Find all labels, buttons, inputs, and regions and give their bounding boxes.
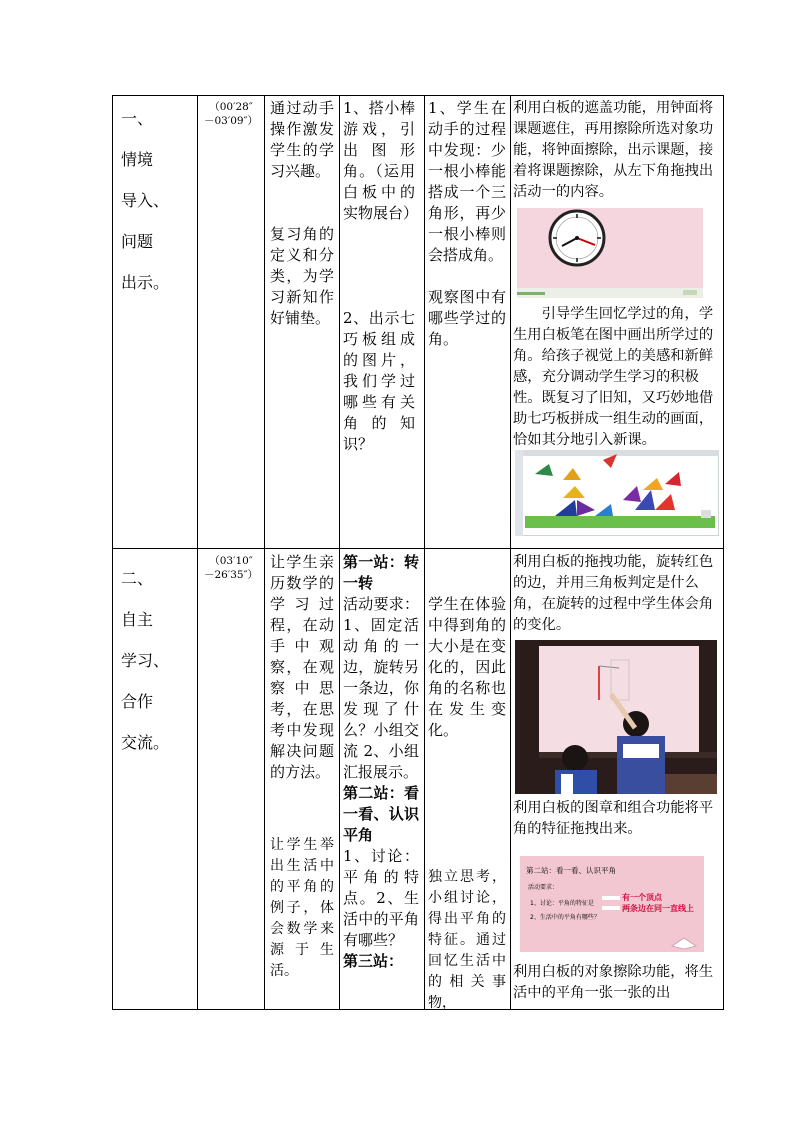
slide-item: 1、讨论：平角的特征是 (530, 900, 594, 907)
slide-item: 2、生活中的平角有哪些？ (530, 914, 600, 921)
teacher-cell (343, 552, 419, 972)
station-title: 第一站：转一转 (343, 553, 419, 592)
time-end: －26′35″） (203, 569, 259, 581)
student-activity: 学生在体验中得到角的大小是在变化的，因此角的名称也在发生变化。 (428, 595, 506, 739)
station-body: 活动要求：1、固定活动角的一边，旋转另一条边，你发现了什么？小组交流 2、小组汇报展示。 (343, 595, 419, 781)
time-end: －03′09″） (203, 115, 259, 127)
row-divider (113, 548, 723, 549)
station-title: 第三站： (343, 952, 404, 970)
design-text: 利用白板的对象擦除功能，将生活中的平角一张一张的出 (513, 964, 714, 1001)
col-divider (510, 96, 511, 1009)
col-divider (424, 96, 425, 1009)
student-activity: 独立思考，小组讨论，得出平角的特征。通过回忆生活中的相关事物， (428, 869, 506, 1011)
design-cell (513, 98, 721, 448)
slide-bar (602, 896, 620, 900)
design-cell (513, 552, 721, 1001)
design-text: 利用白板的遮盖功能，用钟面将课题遮住，再用擦除所选对象功能，将钟面擦除，出示课题，接着将课题擦除，从左下角拖拽出活动一的内容。 (513, 100, 714, 200)
station-title: 第二站：看一看、认识平角 (343, 784, 419, 844)
goal-text: 复习角的定义和分类，为学习新知作好铺垫。 (270, 225, 334, 327)
student-cell (428, 98, 506, 350)
classroom-photo (515, 640, 717, 794)
clock-slide-image (517, 208, 703, 298)
student-activity: 1、学生在动手的过程中发现：少一根小棒能搭成一个三角形，再少一根小棒则会搭成角。 (428, 99, 506, 264)
slide-bar (602, 906, 620, 910)
time-start: （03′10″ (209, 555, 253, 567)
stage-cell (121, 568, 193, 773)
goal-text: 通过动手操作激发学生的学习兴趣。 (270, 99, 334, 180)
lesson-table (112, 95, 724, 1010)
stage-line: 出示。 (121, 273, 170, 292)
stage-line: 导入、 (121, 191, 170, 210)
goal-text: 让学生举出生活中的平角的例子，体会数学来源于生活。 (270, 837, 334, 979)
design-text: 利用白板的拖拽功能，旋转红色的边，并用三角板判定是什么角，在旋转的过程中学生体会角的变化。 (513, 554, 714, 633)
stage-line: 情境 (121, 150, 154, 169)
col-divider (197, 96, 198, 1009)
slide-req: 活动要求： (528, 884, 559, 891)
stage-cell (121, 108, 193, 313)
station2-slide-image (520, 856, 704, 952)
goals-cell (270, 552, 334, 982)
tangram-slide-image (515, 450, 719, 536)
stage-line: 合作 (121, 692, 154, 711)
time-cell (199, 554, 263, 582)
teacher-cell (343, 98, 419, 455)
slide-note: 有一个顶点 (622, 893, 662, 902)
station-body: 1、讨论：平角的特点。2、生活中的平角有哪些？ (343, 847, 419, 949)
student-cell (428, 594, 506, 1014)
goal-text: 让学生亲历数学的学习过程，在动手中观察，在观察中思考，在思考中发现解决问题的方法。 (270, 553, 334, 781)
stage-line: 一、 (121, 109, 154, 128)
goals-cell (270, 98, 334, 329)
student-activity: 观察图中有哪些学过的角。 (428, 288, 506, 348)
col-divider (264, 96, 265, 1009)
col-divider (339, 96, 340, 1009)
teacher-activity: 2、出示七巧板组成的图片，我们学过哪些有关角的知识？ (343, 309, 415, 453)
slide-title: 第二站：看一看、认识平角 (526, 866, 616, 875)
stage-line: 学习、 (121, 651, 170, 670)
stage-line: 自主 (121, 610, 154, 629)
stage-line: 问题 (121, 232, 154, 251)
teacher-activity: 1、搭小棒游戏，引出图形角。（运用白板中的实物展台） (343, 99, 419, 222)
stage-line: 交流。 (121, 733, 170, 752)
slide-note: 两条边在同一直线上 (622, 904, 694, 913)
time-cell (199, 100, 263, 128)
time-start: （00′28″ (209, 101, 253, 113)
design-text: 引导学生回忆学过的角，学生用白板笔在图中画出所学过的角。给孩子视觉上的美感和新鲜感，充分调动学生学习的积极性。既复习了旧知，又巧妙地借助七巧板拼成一组生动的画面，恰如其分地引入新课。 (513, 306, 714, 448)
book-icon (670, 932, 698, 950)
stage-line: 二、 (121, 569, 154, 588)
design-text: 利用白板的图章和组合功能将平角的特征拖拽出来。 (513, 800, 714, 837)
